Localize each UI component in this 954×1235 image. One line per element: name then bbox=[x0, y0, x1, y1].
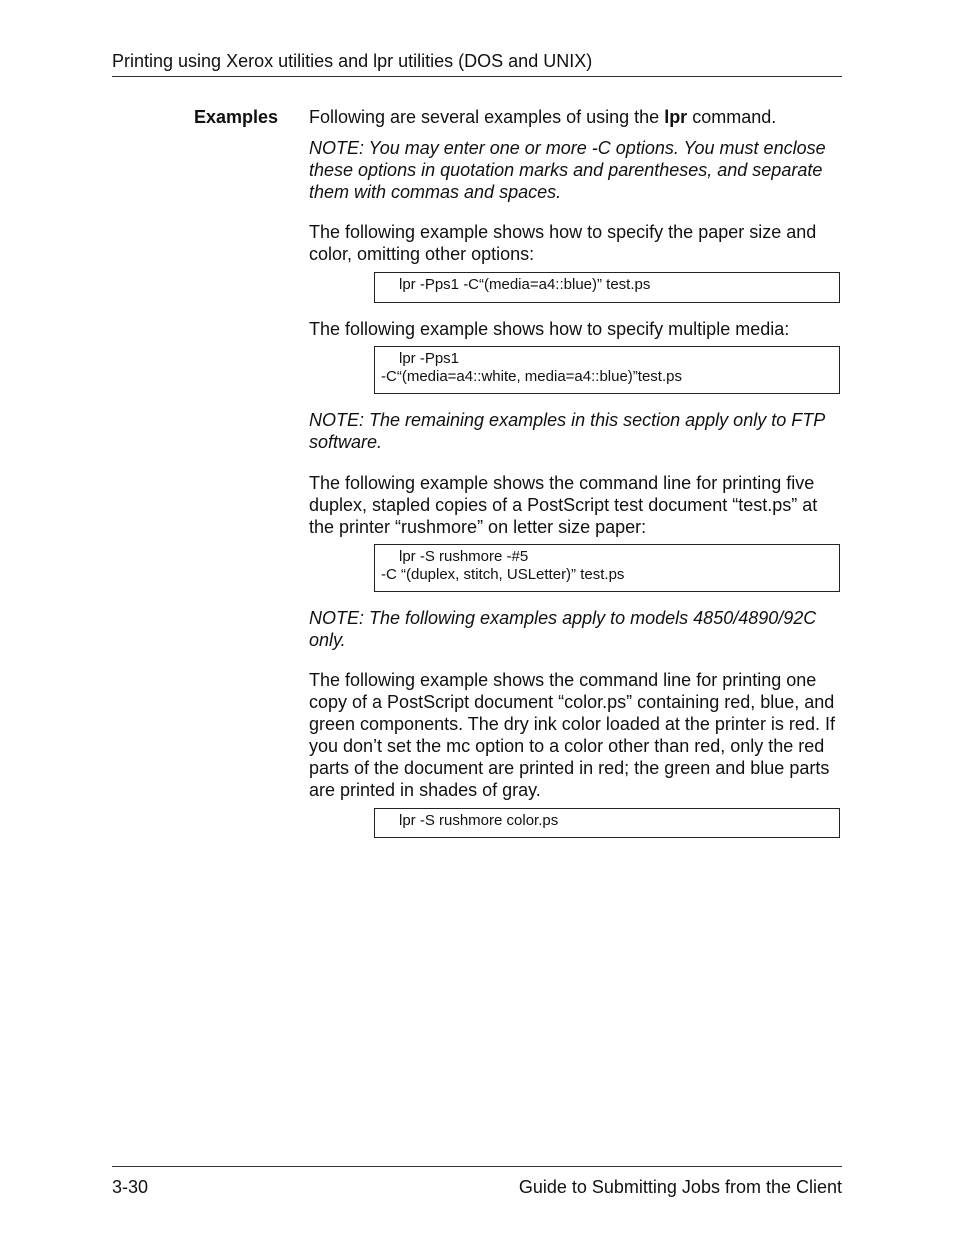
section-heading: Examples bbox=[194, 107, 279, 127]
example-multiple-media-text: The following example shows how to specify multiple media: bbox=[309, 319, 790, 339]
code-line: lpr -S rushmore color.ps bbox=[399, 812, 559, 829]
note-ftp-only bbox=[309, 409, 842, 453]
note-options bbox=[309, 137, 842, 203]
note-models bbox=[309, 607, 842, 651]
code-line: lpr -Pps1 bbox=[399, 350, 460, 367]
code-line: lpr -S rushmore -#5 bbox=[399, 548, 529, 565]
guide-title: Guide to Submitting Jobs from the Client bbox=[518, 1177, 842, 1197]
note-ftp-only-text: NOTE: The remaining examples in this section apply only to FTP software. bbox=[309, 410, 825, 452]
footer-divider bbox=[112, 1166, 842, 1167]
code-line: -C “(duplex, stitch, USLetter)” test.ps bbox=[381, 566, 625, 583]
page-number: 3-30 bbox=[112, 1177, 149, 1197]
example-duplex-text: The following example shows the command line for printing five duplex, stapled copies of a PostScript test document “test.ps” at the printer “rushmore” on letter size paper: bbox=[309, 473, 818, 537]
code-block-duplex bbox=[374, 544, 840, 592]
example-paper-size-text: The following example shows how to specify the paper size and color, omitting other options: bbox=[309, 222, 817, 264]
intro-text-start: Following are several examples of using the bbox=[309, 107, 665, 127]
lpr-command-term: lpr bbox=[664, 107, 688, 127]
example-color-description bbox=[309, 669, 842, 801]
header-divider bbox=[112, 76, 842, 77]
example-multiple-media-description bbox=[309, 318, 842, 340]
note-options-text: NOTE: You may enter one or more -C options. You must enclose these options in quotation marks and parentheses, and separate them with commas and spaces. bbox=[309, 138, 826, 202]
example-color-text: The following example shows the command line for printing one copy of a PostScript document “color.ps” containing red, blue, and green components. The dry ink color loaded at the printer is red. If you don’t set the mc option to a color other than red, only the red parts of the document are printed in red; the green and blue parts are printed in shades of gray. bbox=[309, 670, 835, 800]
code-line: lpr -Pps1 -C“(media=a4::blue)” test.ps bbox=[399, 276, 651, 293]
example-duplex-description bbox=[309, 472, 842, 538]
code-block-multiple-media bbox=[374, 346, 840, 394]
note-models-text: NOTE: The following examples apply to models 4850/4890/92C only. bbox=[309, 608, 817, 650]
code-line: -C“(media=a4::white, media=a4::blue)”test.ps bbox=[381, 368, 682, 385]
example-paper-size-description bbox=[309, 221, 842, 265]
code-block-paper-size bbox=[374, 272, 840, 303]
code-block-color bbox=[374, 808, 840, 838]
intro-text-end: command. bbox=[687, 107, 777, 127]
intro-paragraph bbox=[309, 106, 842, 128]
running-header: Printing using Xerox utilities and lpr utilities (DOS and UNIX) bbox=[112, 51, 593, 71]
